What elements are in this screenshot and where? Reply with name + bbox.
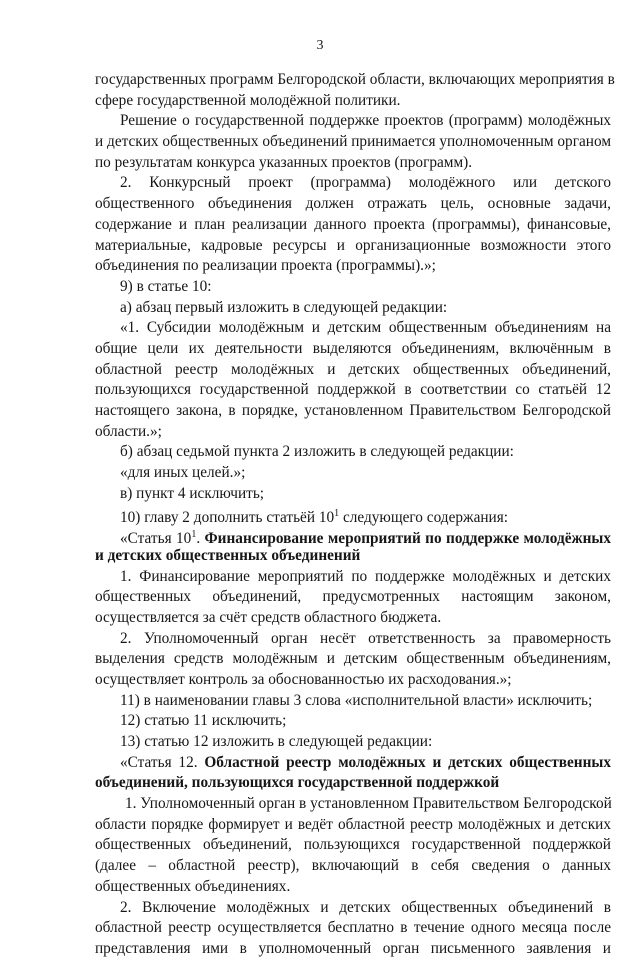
text-line <box>95 753 611 774</box>
text-line: Решение о государственной поддержке проектов (программ) молодёжных <box>120 112 611 130</box>
text-line: 9) в статье 10: <box>120 277 212 295</box>
text-line: в) пункт 4 исключить; <box>120 484 265 502</box>
text-line: 2. Конкурсный проект (программа) молодёжного или детского <box>120 174 611 192</box>
text-line: областной реестр осуществляется бесплатно в течение одного месяца после <box>95 919 611 937</box>
text-line: 1. Уполномоченный орган в установленном Правительством Белгородской <box>125 795 612 813</box>
text-line: государственных программ Белгородской области, включающих мероприятия в <box>95 71 615 88</box>
line-text: . <box>196 530 205 548</box>
text-line: пользующихся государственной поддержкой в соответствии со статьёй 12 <box>95 381 611 399</box>
text-line: настоящего закона, в порядке, установленном Правительством Белгородской <box>95 402 611 419</box>
text-line: б) абзац седьмой пункта 2 изложить в следующей редакции: <box>120 443 514 461</box>
text-line: осуществляется за счёт средств областного бюджета. <box>95 608 442 626</box>
article-heading: Областной реестр молодёжных и детских общественных <box>204 753 611 771</box>
text-line: 11) в наименовании главы 3 слова «исполнительной власти» исключить; <box>120 691 593 709</box>
text-line: объединения по реализации проекта (программы).»; <box>95 257 436 275</box>
line-text: следующего содержания: <box>339 509 509 527</box>
text-line: представления ими в уполномоченный орган письменного заявления и <box>95 939 611 957</box>
text-line: 12) статью 11 исключить; <box>120 712 287 730</box>
line-text: «Статья 12. <box>120 753 205 771</box>
text-line: общественных объединений, пользующихся государственной поддержкой <box>95 836 611 854</box>
text-line: по результатам конкурса указанных проектов (программ). <box>95 153 473 171</box>
text-line: области порядке формирует и ведёт областной реестр молодёжных и детских <box>95 815 611 833</box>
text-line: содержание и план реализации данного проекта (программы), финансовые, <box>95 215 611 233</box>
text-line: сфере государственной молодёжной политики. <box>95 91 401 109</box>
text-line: материальные, кадровые ресурсы и организационные возможности этого <box>95 236 611 254</box>
article-heading: Финансирование мероприятий по поддержке молодёжных <box>204 530 611 548</box>
text-line: (далее – областной реестр), включающий в себя сведения о данных <box>95 857 611 875</box>
line-text: «Статья 10 <box>120 530 192 548</box>
text-line: и детских общественных объединений принимается уполномоченным органом <box>95 133 611 151</box>
text-line: общие цели их деятельности выделяются объединениям, включённым в <box>95 339 611 357</box>
line-text: 10) главу 2 дополнить статьёй 10 <box>120 509 335 527</box>
page-number: 3 <box>316 38 324 53</box>
superscript: 1 <box>191 529 197 541</box>
text-line: и детских общественных объединений <box>95 546 361 564</box>
text-line: области.»; <box>95 422 162 440</box>
text-line: областной реестр молодёжных и детских общественных объединений, <box>95 360 611 378</box>
superscript: 1 <box>334 508 340 520</box>
text-line: 2. Уполномоченный орган несёт ответственность за правомерность <box>120 629 611 647</box>
text-line: 13) статью 12 изложить в следующей редакции: <box>120 733 433 750</box>
document-body <box>95 70 615 960</box>
text-line: осуществляет контроль за обоснованностью их расходования.»; <box>95 670 512 688</box>
text-line: общественных объединений, предусмотренных настоящим законом, <box>95 588 611 606</box>
text-line: выделения средств молодёжным и детским общественным объединениям, <box>95 650 611 668</box>
text-line: «для иных целей.»; <box>120 464 246 482</box>
text-line <box>95 525 611 546</box>
text-line: а) абзац первый изложить в следующей редакции: <box>120 298 448 316</box>
text-line <box>95 504 611 525</box>
text-line: «1. Субсидии молодёжным и детским общественным объединениям на <box>120 319 611 337</box>
text-line: общественного объединения должен отражать цель, основные задачи, <box>95 195 611 213</box>
text-line: общественных объединениях. <box>95 877 291 895</box>
text-line: 2. Включение молодёжных и детских общественных объединений в <box>120 898 611 916</box>
text-line: объединений, пользующихся государственной поддержкой <box>95 774 500 792</box>
text-line: 1. Финансирование мероприятий по поддержке молодёжных и детских <box>120 567 611 585</box>
